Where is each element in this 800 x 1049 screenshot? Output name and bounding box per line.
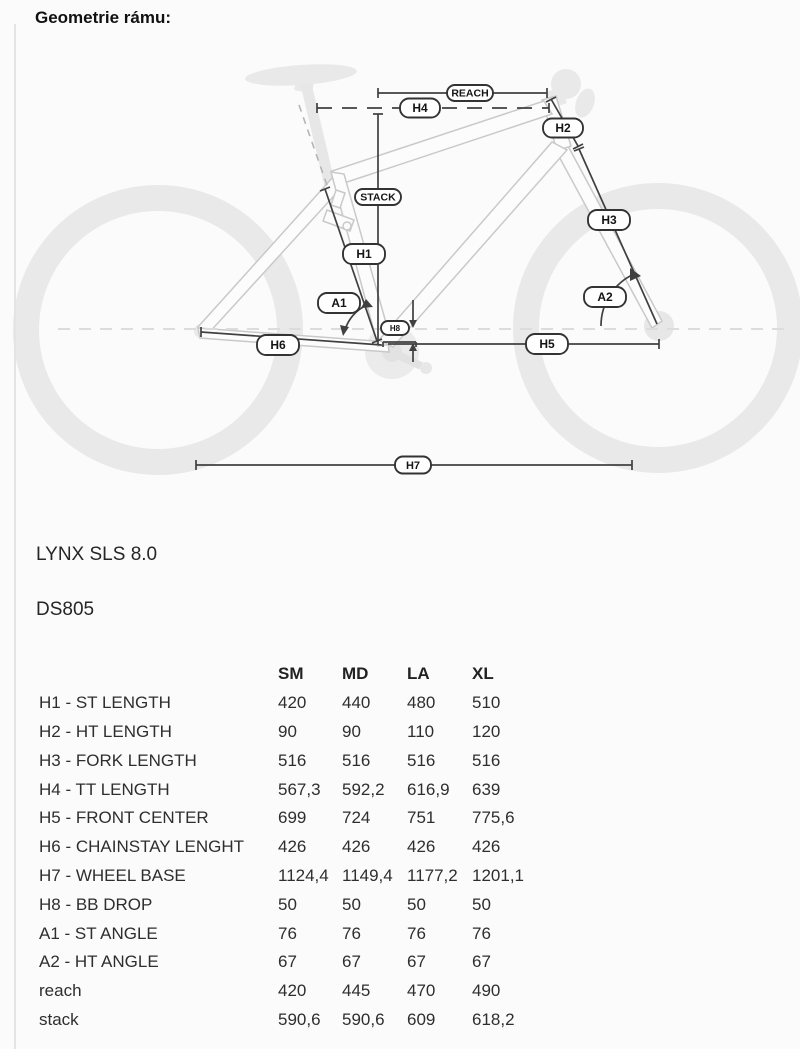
- table-row: [0, 746, 800, 775]
- row-value: 516: [472, 750, 501, 770]
- row-value: 67: [407, 952, 426, 972]
- row-value: 76: [342, 923, 361, 943]
- row-value: 516: [342, 750, 371, 770]
- table-header-row: [0, 660, 800, 689]
- row-value: 426: [278, 837, 307, 857]
- label-h8: [381, 321, 409, 335]
- column-header-xl: XL: [472, 664, 494, 684]
- svg-text:H4: H4: [412, 101, 428, 115]
- row-value: 699: [278, 808, 307, 828]
- table-row: [0, 775, 800, 804]
- table-row: [0, 804, 800, 833]
- row-value: 440: [342, 693, 371, 713]
- row-value: 510: [472, 693, 501, 713]
- row-label: reach: [39, 981, 82, 1001]
- product-code: DS805: [36, 599, 95, 620]
- row-value: 76: [472, 923, 491, 943]
- row-label: H5 - FRONT CENTER: [39, 808, 209, 828]
- svg-text:H2: H2: [555, 121, 571, 135]
- top-tube: [332, 101, 552, 184]
- table-row: [0, 718, 800, 747]
- row-label: H8 - BB DROP: [39, 894, 153, 914]
- row-value: 420: [278, 981, 307, 1001]
- column-header-la: LA: [407, 664, 430, 684]
- left-border-rule: [14, 24, 16, 1049]
- row-label: stack: [39, 1009, 79, 1029]
- row-value: 76: [278, 923, 297, 943]
- row-value: 590,6: [278, 1009, 321, 1029]
- svg-text:H3: H3: [601, 213, 617, 227]
- row-value: 609: [407, 1009, 436, 1029]
- geometry-table: [0, 660, 800, 1034]
- row-value: 775,6: [472, 808, 515, 828]
- svg-text:A2: A2: [597, 290, 613, 304]
- table-row: [0, 977, 800, 1006]
- row-value: 76: [407, 923, 426, 943]
- table-row: [0, 1006, 800, 1035]
- row-value: 592,2: [342, 779, 385, 799]
- row-value: 1149,4: [342, 865, 393, 885]
- row-value: 67: [278, 952, 297, 972]
- row-value: 590,6: [342, 1009, 385, 1029]
- row-value: 567,3: [278, 779, 321, 799]
- row-label: A1 - ST ANGLE: [39, 923, 158, 943]
- label-h4: [400, 99, 440, 118]
- table-row: [0, 948, 800, 977]
- row-value: 426: [407, 837, 436, 857]
- svg-text:H1: H1: [356, 247, 372, 261]
- row-value: 1124,4: [278, 865, 329, 885]
- row-value: 724: [342, 808, 371, 828]
- page-title: Geometrie rámu:: [35, 8, 172, 27]
- svg-text:H7: H7: [405, 460, 421, 472]
- row-label: H7 - WHEEL BASE: [39, 865, 186, 885]
- table-body: [0, 689, 800, 1035]
- row-value: 616,9: [407, 779, 450, 799]
- row-value: 445: [342, 981, 371, 1001]
- table-row: [0, 919, 800, 948]
- row-value: 90: [278, 721, 297, 741]
- label-reach: [447, 85, 493, 101]
- column-header-md: MD: [342, 664, 369, 684]
- label-stack: [355, 189, 401, 205]
- row-value: 639: [472, 779, 501, 799]
- row-value: 50: [278, 894, 297, 914]
- row-value: 50: [472, 894, 491, 914]
- product-name: LYNX SLS 8.0: [36, 544, 158, 565]
- label-h6: [257, 335, 299, 355]
- row-value: 426: [472, 837, 501, 857]
- row-value: 618,2: [472, 1009, 515, 1029]
- table-row: [0, 689, 800, 718]
- svg-text:STACK: STACK: [360, 191, 396, 204]
- label-a2: [584, 287, 626, 307]
- row-label: H1 - ST LENGTH: [39, 693, 171, 713]
- label-h1: [343, 244, 385, 264]
- row-value: 1201,1: [472, 865, 524, 885]
- column-header-sm: SM: [278, 664, 304, 684]
- row-label: H4 - TT LENGTH: [39, 779, 170, 799]
- row-label: H2 - HT LENGTH: [39, 721, 172, 741]
- row-value: 50: [342, 894, 361, 914]
- table-row: [0, 890, 800, 919]
- svg-text:H5: H5: [539, 337, 555, 351]
- row-value: 90: [342, 721, 361, 741]
- row-value: 67: [472, 952, 491, 972]
- row-value: 480: [407, 693, 436, 713]
- row-value: 470: [407, 981, 436, 1001]
- row-value: 516: [407, 750, 436, 770]
- row-value: 120: [472, 721, 501, 741]
- row-value: 67: [342, 952, 361, 972]
- svg-text:H8: H8: [389, 324, 401, 333]
- svg-text:H6: H6: [270, 338, 286, 352]
- svg-text:REACH: REACH: [451, 87, 489, 100]
- row-value: 50: [407, 894, 426, 914]
- bike-geometry-diagram: [0, 50, 800, 500]
- label-h5: [526, 334, 568, 354]
- row-value: 420: [278, 693, 307, 713]
- row-label: H3 - FORK LENGTH: [39, 750, 197, 770]
- svg-text:A1: A1: [331, 296, 347, 310]
- row-value: 426: [342, 837, 371, 857]
- row-label: H6 - CHAINSTAY LENGHT: [39, 837, 244, 857]
- row-value: 1177,2: [407, 865, 458, 885]
- row-label: A2 - HT ANGLE: [39, 952, 159, 972]
- table-row: [0, 862, 800, 891]
- row-value: 751: [407, 808, 436, 828]
- label-h3: [588, 210, 630, 230]
- label-h2: [543, 119, 583, 138]
- label-a1: [318, 293, 360, 313]
- table-row: [0, 833, 800, 862]
- saddle: [244, 61, 357, 186]
- row-value: 110: [407, 721, 435, 741]
- row-value: 490: [472, 981, 501, 1001]
- label-h7: [395, 457, 431, 474]
- row-value: 516: [278, 750, 307, 770]
